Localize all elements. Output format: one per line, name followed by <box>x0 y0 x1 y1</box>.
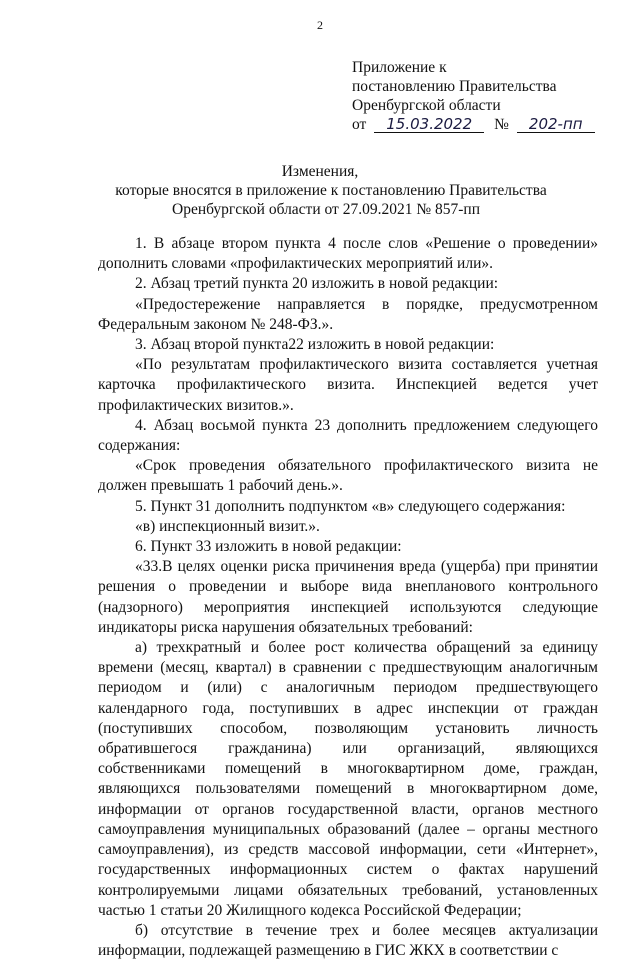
date-prefix: от <box>352 116 367 133</box>
appendix-line: постановлению Правительства <box>352 78 557 95</box>
paragraph: «Срок проведения обязательного профилактического визита не должен превышать 1 рабочий день.». <box>98 457 598 495</box>
paragraph: 5. Пункт 31 дополнить подпунктом «в» следующего содержания: <box>135 497 566 515</box>
paragraph: 2. Абзац третий пункта 20 изложить в новой редакции: <box>135 275 499 293</box>
paragraph: «33.В целях оценки риска причинения вреда (ущерба) при принятии решения о проведении и выборе вида внепланового контрольного (надзорного) мероприятия инспекцией используются следующие индикаторы риска нарушения обязательных требований: <box>98 558 598 636</box>
handwritten-number: 202-пп <box>517 116 595 133</box>
appendix-line: Оренбургской области <box>352 97 501 114</box>
paragraph: 3. Абзац второй пункта22 изложить в новой редакции: <box>135 336 495 354</box>
paragraph: «По результатам профилактического визита составляется учетная карточка профилактического визита. Инспекцией ведется учет профилактических визитов.». <box>98 356 598 414</box>
appendix-date-line <box>352 115 595 134</box>
document-body <box>98 234 598 961</box>
paragraph: «Предостережение направляется в порядке, предусмотренном Федеральным законом № 248-ФЗ.». <box>98 295 598 333</box>
paragraph: б) отсутствие в течение трех и более месяцев актуализации информации, подлежащей размещению в ГИС ЖКХ в соответствии с <box>98 921 598 960</box>
paragraph: 1. В абзаце втором пункта 4 после слов «Решение о проведении» дополнить словами «профилактических мероприятий или». <box>98 235 598 273</box>
number-prefix: № <box>494 116 509 133</box>
handwritten-date: 15.03.2022 <box>374 116 484 133</box>
paragraph: а) трехкратный и более рост количества обращений за единицу времени (месяц, квартал) в сравнении с предшествующим аналогичным периодом и (или) с аналогичным периодом предшествующего календарного года, поступивших в адрес инспекции от граждан (поступивших способом, позволяющим установить личность обратившегося гражданина) или организаций, являющихся собственниками помещений в многоквартирном доме, граждан, являющихся пользователями помещений в многоквартирном доме, информации от органов государственной власти, органов местного самоуправления муниципальных образований (далее – органы местного самоуправления), из средств массовой информации, сети «Интернет», государственных информационных систем о фактах нарушений контролируемыми лицами обязательных требований, установленных частью 1 статьи 20 Жилищного кодекса Российской Федерации; <box>98 639 598 919</box>
appendix-header <box>352 58 595 134</box>
title-line: Изменения, <box>281 163 359 180</box>
paragraph: 6. Пункт 33 изложить в новой редакции: <box>135 538 402 556</box>
document-title <box>0 162 640 219</box>
page-number: 2 <box>317 18 323 32</box>
paragraph: «в) инспекционный визит.». <box>135 517 320 535</box>
appendix-line: Приложение к <box>352 59 447 76</box>
title-line: которые вносятся в приложение к постановлению Правительства <box>115 182 547 199</box>
paragraph: 4. Абзац восьмой пункта 23 дополнить предложением следующего содержания: <box>98 416 598 455</box>
title-line: Оренбургской области от 27.09.2021 № 857-пп <box>172 201 480 218</box>
